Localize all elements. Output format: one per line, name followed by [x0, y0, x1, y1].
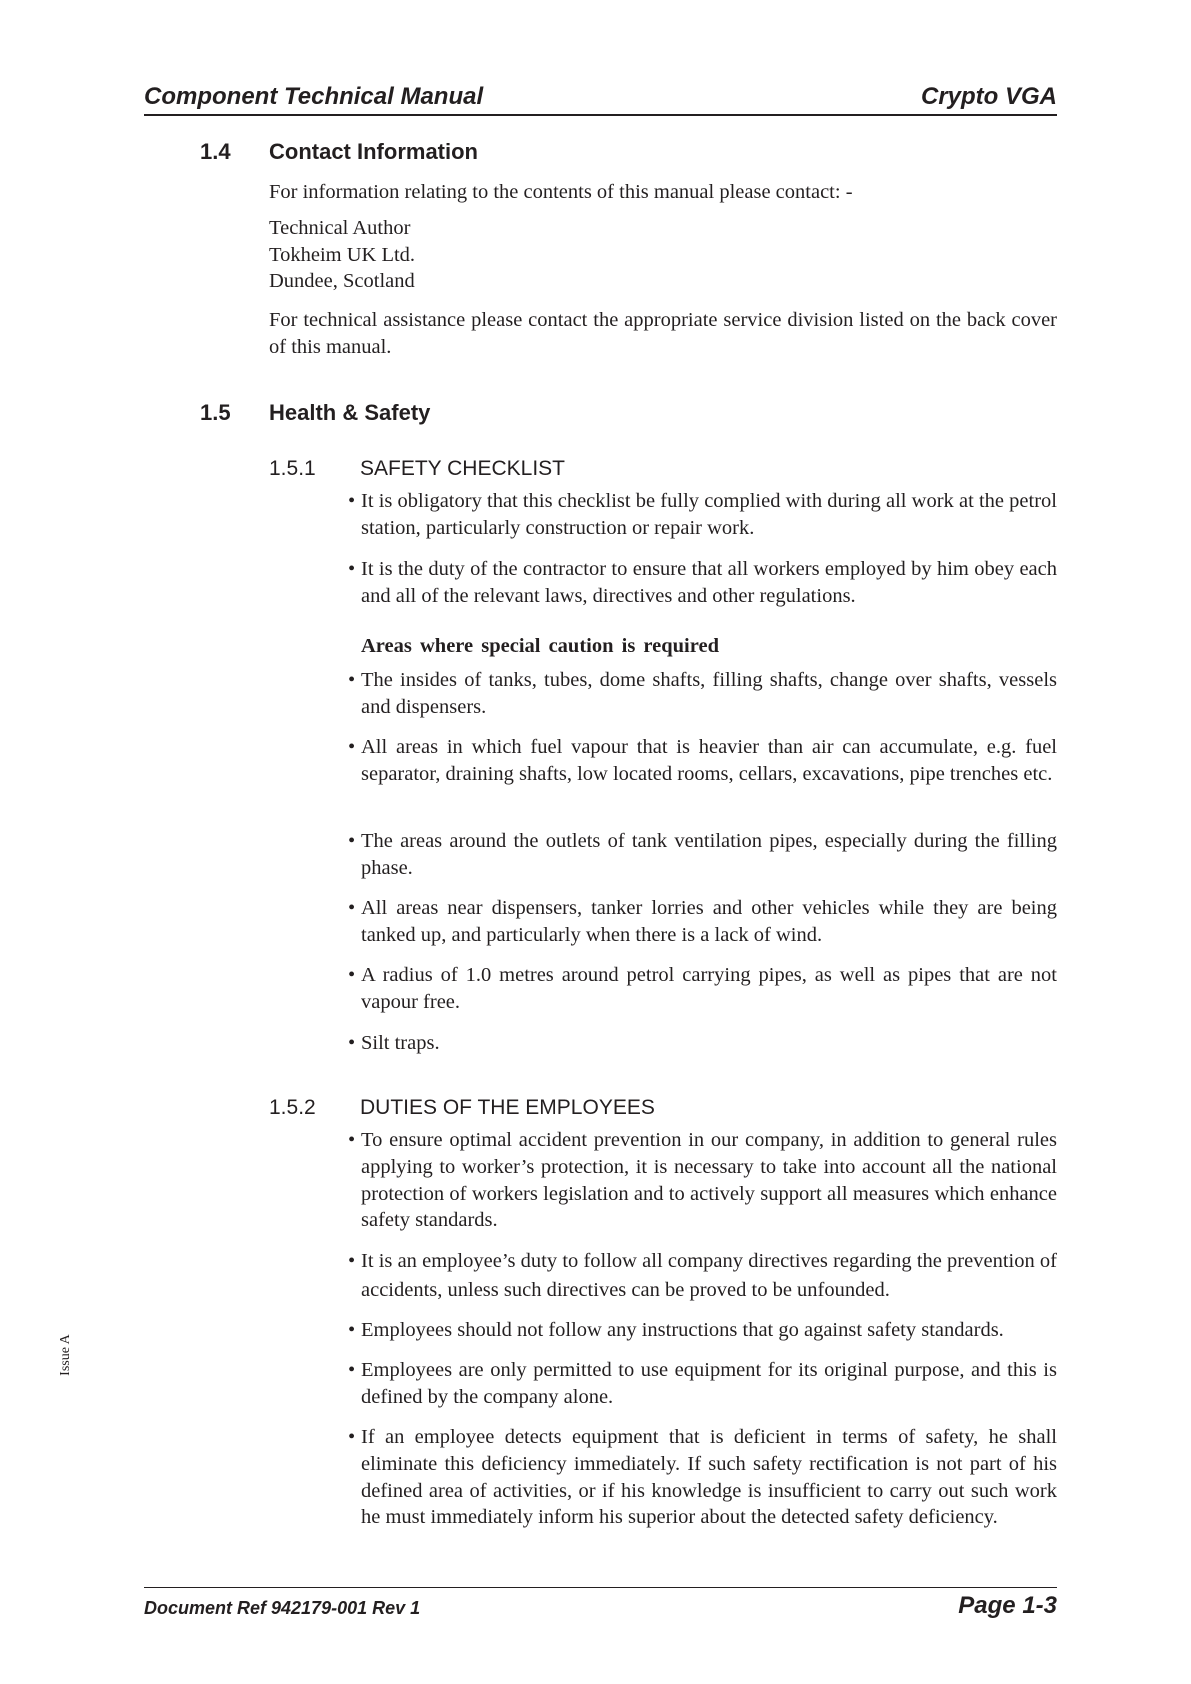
bullet-icon: •	[348, 1032, 356, 1054]
list-item: • The areas around the outlets of tank ventilation pipes, especially during the filling phase.	[348, 830, 1057, 879]
list-item: • To ensure optimal accident prevention in our company, in addition to general rules applying to worker’s protection, it is necessary to take into account all the national protection of workers legislation and to actively support all measures which enhance safety standards.	[348, 1129, 1057, 1232]
bullet-icon: •	[348, 1319, 356, 1341]
section-number: 1.4	[200, 139, 231, 164]
section-title: Contact Information	[269, 139, 478, 164]
contact-intro: For information relating to the contents of this manual please contact: -	[269, 181, 853, 203]
contact-address	[269, 215, 1057, 295]
list-item: • If an employee detects equipment that is deficient in terms of safety, he shall eliminate this deficiency immediately. If such safety rectification is not part of his defined area of activities, or if his knowledge is insufficient to carry out such work he must immediately inform his superior about the detected safety deficiency.	[348, 1426, 1057, 1529]
section-heading-contact	[200, 139, 478, 165]
bullet-icon: •	[348, 558, 356, 580]
page-number: Page 1-3	[958, 1592, 1057, 1619]
page-header	[144, 82, 1057, 116]
manual-title: Component Technical Manual	[144, 83, 484, 110]
product-name: Crypto VGA	[920, 83, 1057, 110]
bullet-icon: •	[348, 1426, 356, 1448]
list-item: • The insides of tanks, tubes, dome shafts, filling shafts, change over shafts, vessels and dispensers.	[348, 669, 1057, 718]
subsection-number: 1.5.2	[269, 1096, 316, 1119]
section-number: 1.5	[200, 400, 231, 425]
list-item: • Employees should not follow any instructions that go against safety standards.	[348, 1317, 1057, 1344]
list-item: • All areas in which fuel vapour that is heavier than air can accumulate, e.g. fuel separator, draining shafts, low located rooms, cellars, excavations, pipe trenches etc.	[348, 736, 1057, 785]
section-heading-health-safety	[200, 400, 430, 426]
issue-label: Issue A	[58, 1334, 73, 1376]
document-reference: Document Ref 942179-001 Rev 1	[144, 1598, 421, 1618]
caution-heading: Areas where special caution is required	[361, 635, 719, 657]
bullet-icon: •	[348, 669, 356, 691]
subsection-heading-checklist	[269, 456, 565, 482]
bullet-icon: •	[348, 736, 356, 758]
bullet-icon: •	[348, 490, 356, 512]
address-line: Tokheim UK Ltd.	[269, 243, 416, 266]
subsection-title: DUTIES OF THE EMPLOYEES	[360, 1096, 655, 1119]
bullet-icon: •	[348, 1129, 356, 1151]
bullet-icon: •	[348, 897, 356, 919]
list-item: • Employees are only permitted to use equipment for its original purpose, and this is defined by the company alone.	[348, 1359, 1057, 1408]
bullet-icon: •	[348, 1250, 356, 1272]
address-line: Dundee, Scotland	[269, 270, 415, 292]
section-title: Health & Safety	[269, 400, 431, 425]
contact-assistance: For technical assistance please contact the appropriate service division listed on the back cover of this manual.	[269, 309, 1057, 358]
list-item: • A radius of 1.0 metres around petrol carrying pipes, as well as pipes that are not vapour free.	[348, 964, 1057, 1013]
bullet-icon: •	[348, 830, 356, 852]
list-item: • Silt traps.	[348, 1030, 1057, 1057]
subsection-number: 1.5.1	[269, 457, 316, 480]
list-item: • It is the duty of the contractor to ensure that all workers employed by him obey each and all of the relevant laws, directives and other regulations.	[348, 558, 1057, 607]
issue-margin-note	[51, 1325, 81, 1385]
list-item: • All areas near dispensers, tanker lorries and other vehicles while they are being tanked up, and particularly when there is a lack of wind.	[348, 897, 1057, 946]
page-footer	[144, 1587, 1057, 1628]
subsection-heading-duties	[269, 1095, 655, 1121]
list-item: • It is an employee’s duty to follow all company directives regarding the prevention of accidents, unless such directives can be proved to be unfounded.	[348, 1247, 1057, 1305]
address-line: Technical Author	[269, 217, 411, 239]
bullet-icon: •	[348, 964, 356, 986]
subsection-title: SAFETY CHECKLIST	[360, 457, 565, 480]
list-item: • It is obligatory that this checklist be fully complied with during all work at the petrol station, particularly construction or repair work.	[348, 490, 1057, 539]
bullet-icon: •	[348, 1359, 356, 1381]
